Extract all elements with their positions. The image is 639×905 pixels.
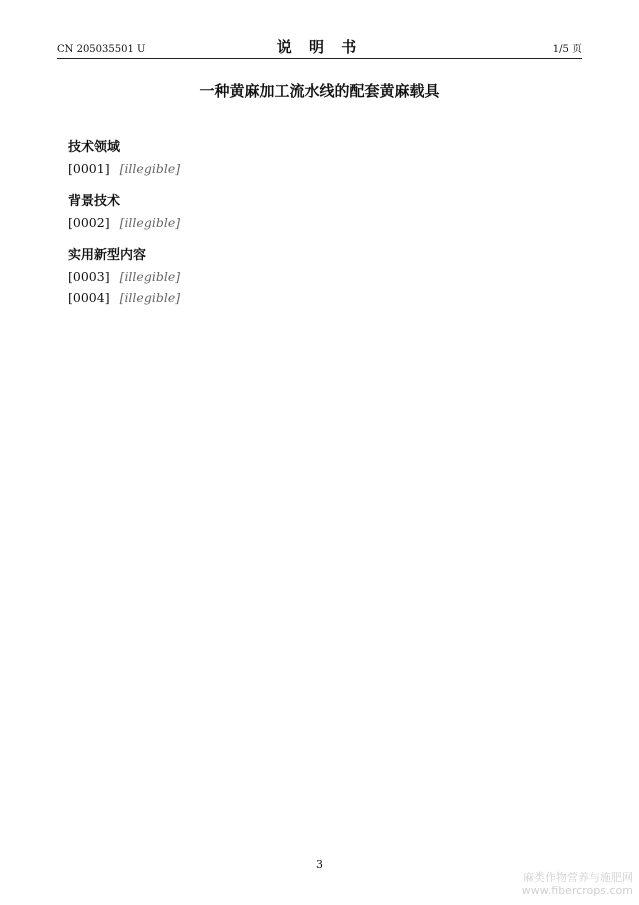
paragraph-text: [illegible]: [119, 269, 181, 284]
watermark-url: www.fibercrops.com: [521, 884, 633, 897]
paragraph-0004: [68, 287, 573, 308]
paragraph-text: [illegible]: [119, 290, 181, 305]
doc-type: 说 明 书: [276, 38, 363, 56]
paragraph-id: [0001]: [68, 161, 110, 176]
page-header: [57, 34, 582, 59]
paragraph-id: [0004]: [68, 290, 110, 305]
paragraph-text: [illegible]: [119, 215, 181, 230]
paragraph-0001: [68, 158, 573, 179]
paragraph-0002: [68, 212, 573, 233]
paragraph-id: [0002]: [68, 215, 110, 230]
paragraph-id: [0003]: [68, 269, 110, 284]
section-heading-background: 背景技术: [68, 194, 121, 209]
watermark: [522, 871, 633, 897]
page-indicator: 1/5 页: [552, 44, 582, 55]
paragraph-0003: [68, 266, 573, 287]
doc-id: CN 205035501 U: [57, 44, 146, 55]
watermark-line: 麻类作物营养与施肥网: [523, 871, 633, 884]
page-number: 3: [316, 858, 323, 871]
document-body: [68, 125, 573, 308]
section-heading-utility-model: 实用新型内容: [68, 248, 147, 263]
page-title: 一种黄麻加工流水线的配套黄麻载具: [199, 82, 440, 100]
section-heading-technical-field: 技术领域: [68, 140, 121, 155]
paragraph-text: [illegible]: [119, 161, 181, 176]
